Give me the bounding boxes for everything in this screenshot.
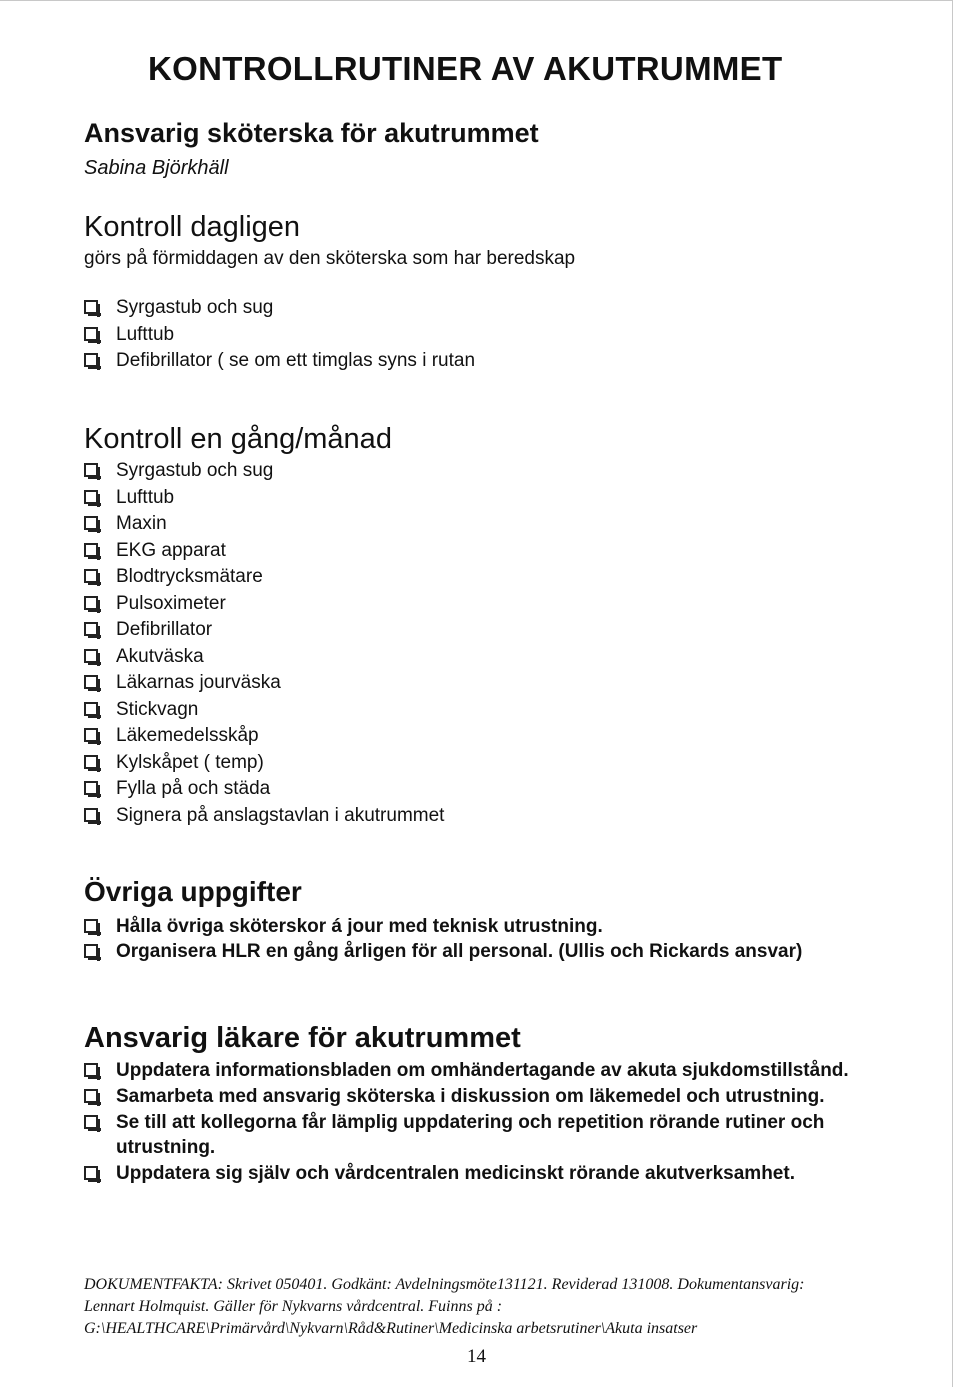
checklist-item[interactable] [84, 1084, 876, 1109]
checklist-item[interactable] [84, 485, 444, 512]
checklist-item-label: Defibrillator [116, 619, 213, 640]
page-number: 14 [467, 1346, 486, 1367]
checklist-item-label: Defibrillator ( se om ett timglas syns i rutan [116, 350, 476, 371]
checklist-item[interactable] [84, 750, 444, 777]
checkbox-icon[interactable] [84, 808, 98, 822]
checklist-item[interactable] [84, 1110, 876, 1160]
checkbox-icon[interactable] [84, 1089, 98, 1103]
checklist-item-label: Maxin [116, 513, 167, 534]
checkbox-icon[interactable] [84, 1166, 98, 1180]
daily-check-heading: Kontroll dagligen [84, 211, 301, 243]
checklist-item-label: Kylskåpet ( temp) [116, 751, 264, 773]
checklist-item-label: Lufttub [116, 323, 175, 345]
document-footer [84, 1274, 904, 1340]
checklist-item-label: Syrgastub och sug [116, 297, 274, 318]
checkbox-icon[interactable] [84, 300, 98, 314]
other-tasks-heading: Övriga uppgifter [84, 876, 302, 907]
checkbox-icon[interactable] [84, 622, 98, 636]
checklist-item[interactable] [84, 670, 444, 697]
checklist-item-label: Syrgastub och sug [116, 460, 274, 481]
footer-line: DOKUMENTFAKTA: Skrivet 050401. Godkänt: Avdelningsmöte131121. Reviderad 131008. Dokumentansvarig: [84, 1276, 805, 1293]
checklist-item[interactable] [84, 697, 444, 724]
checkbox-icon[interactable] [84, 702, 98, 716]
checklist-item-label: Organisera HLR en gång årligen för all personal. (Ullis och Rickards ansvar) [116, 941, 803, 962]
checklist-item-label: Hålla övriga sköterskor á jour med teknisk utrustning. [116, 916, 603, 937]
monthly-checklist [84, 458, 444, 829]
checkbox-icon[interactable] [84, 543, 98, 557]
checkbox-icon[interactable] [84, 327, 98, 341]
checklist-item-label: Fylla på och städa [116, 778, 271, 799]
daily-checklist [84, 295, 475, 375]
checklist-item-label: Blodtrycksmätare [116, 566, 263, 587]
checklist-item[interactable] [84, 803, 444, 830]
document-title: KONTROLLRUTINER AV AKUTRUMMET [148, 50, 783, 87]
checklist-item[interactable] [84, 723, 444, 750]
checklist-item-label: Lufttub [116, 486, 175, 508]
checkbox-icon[interactable] [84, 1115, 98, 1129]
checkbox-icon[interactable] [84, 919, 98, 933]
checklist-item[interactable] [84, 1058, 876, 1083]
checklist-item-label: Läkarnas jourväska [116, 672, 281, 693]
checkbox-icon[interactable] [84, 944, 98, 958]
checklist-item[interactable] [84, 591, 444, 618]
checkbox-icon[interactable] [84, 755, 98, 769]
checklist-item-label: Läkemedelsskåp [116, 725, 259, 746]
checklist-item-label: Akutväska [116, 645, 204, 667]
checkbox-icon[interactable] [84, 463, 98, 477]
checkbox-icon[interactable] [84, 675, 98, 689]
checkbox-icon[interactable] [84, 516, 98, 530]
checklist-item[interactable] [84, 1161, 876, 1186]
checklist-item-label: Signera på anslagstavlan i akutrummet [116, 804, 445, 826]
checklist-item[interactable] [84, 295, 475, 322]
responsible-doctor-heading: Ansvarig läkare för akutrummet [84, 1022, 521, 1054]
checklist-item[interactable] [84, 322, 475, 349]
checklist-item[interactable] [84, 617, 444, 644]
checkbox-icon[interactable] [84, 490, 98, 504]
checklist-item[interactable] [84, 914, 802, 939]
monthly-check-heading: Kontroll en gång/månad [84, 423, 392, 455]
checkbox-icon[interactable] [84, 728, 98, 742]
checklist-item-label: EKG apparat [116, 539, 226, 561]
checklist-item[interactable] [84, 564, 444, 591]
responsible-doctor-checklist [84, 1058, 876, 1187]
checkbox-icon[interactable] [84, 353, 98, 367]
checklist-item-label: Se till att kollegorna får lämplig uppdatering och repetition rörande rutiner och utrustning. [116, 1112, 825, 1158]
footer-path: G:\HEALTHCARE\Primärvård\Nykvarn\Råd&Rutiner\Medicinska arbetsrutiner\Akuta insatser [84, 1320, 698, 1337]
checkbox-icon[interactable] [84, 1063, 98, 1077]
checklist-item[interactable] [84, 511, 444, 538]
checklist-item[interactable] [84, 458, 444, 485]
checklist-item-label: Uppdatera sig själv och vårdcentralen medicinskt rörande akutverksamhet. [116, 1163, 795, 1184]
checklist-item[interactable] [84, 348, 475, 375]
footer-line: Lennart Holmquist. Gäller för Nykvarns vårdcentral. Fuinns på : [84, 1298, 503, 1315]
checklist-item-label: Pulsoximeter [116, 592, 226, 614]
checklist-item-label: Uppdatera informationsbladen om omhändertagande av akuta sjukdomstillstånd. [116, 1060, 849, 1081]
checklist-item[interactable] [84, 939, 802, 964]
checkbox-icon[interactable] [84, 569, 98, 583]
checklist-item-label: Stickvagn [116, 698, 199, 720]
checkbox-icon[interactable] [84, 781, 98, 795]
checklist-item[interactable] [84, 644, 444, 671]
checkbox-icon[interactable] [84, 649, 98, 663]
responsible-nurse-name: Sabina Björkhäll [84, 157, 229, 179]
responsible-nurse-heading: Ansvarig sköterska för akutrummet [84, 118, 539, 148]
checkbox-icon[interactable] [84, 596, 98, 610]
checklist-item-label: Samarbeta med ansvarig sköterska i diskussion om läkemedel och utrustning. [116, 1086, 825, 1107]
checklist-item[interactable] [84, 538, 444, 565]
other-tasks-checklist [84, 914, 802, 964]
daily-check-subtitle: görs på förmiddagen av den sköterska som har beredskap [84, 248, 576, 269]
checklist-item[interactable] [84, 776, 444, 803]
